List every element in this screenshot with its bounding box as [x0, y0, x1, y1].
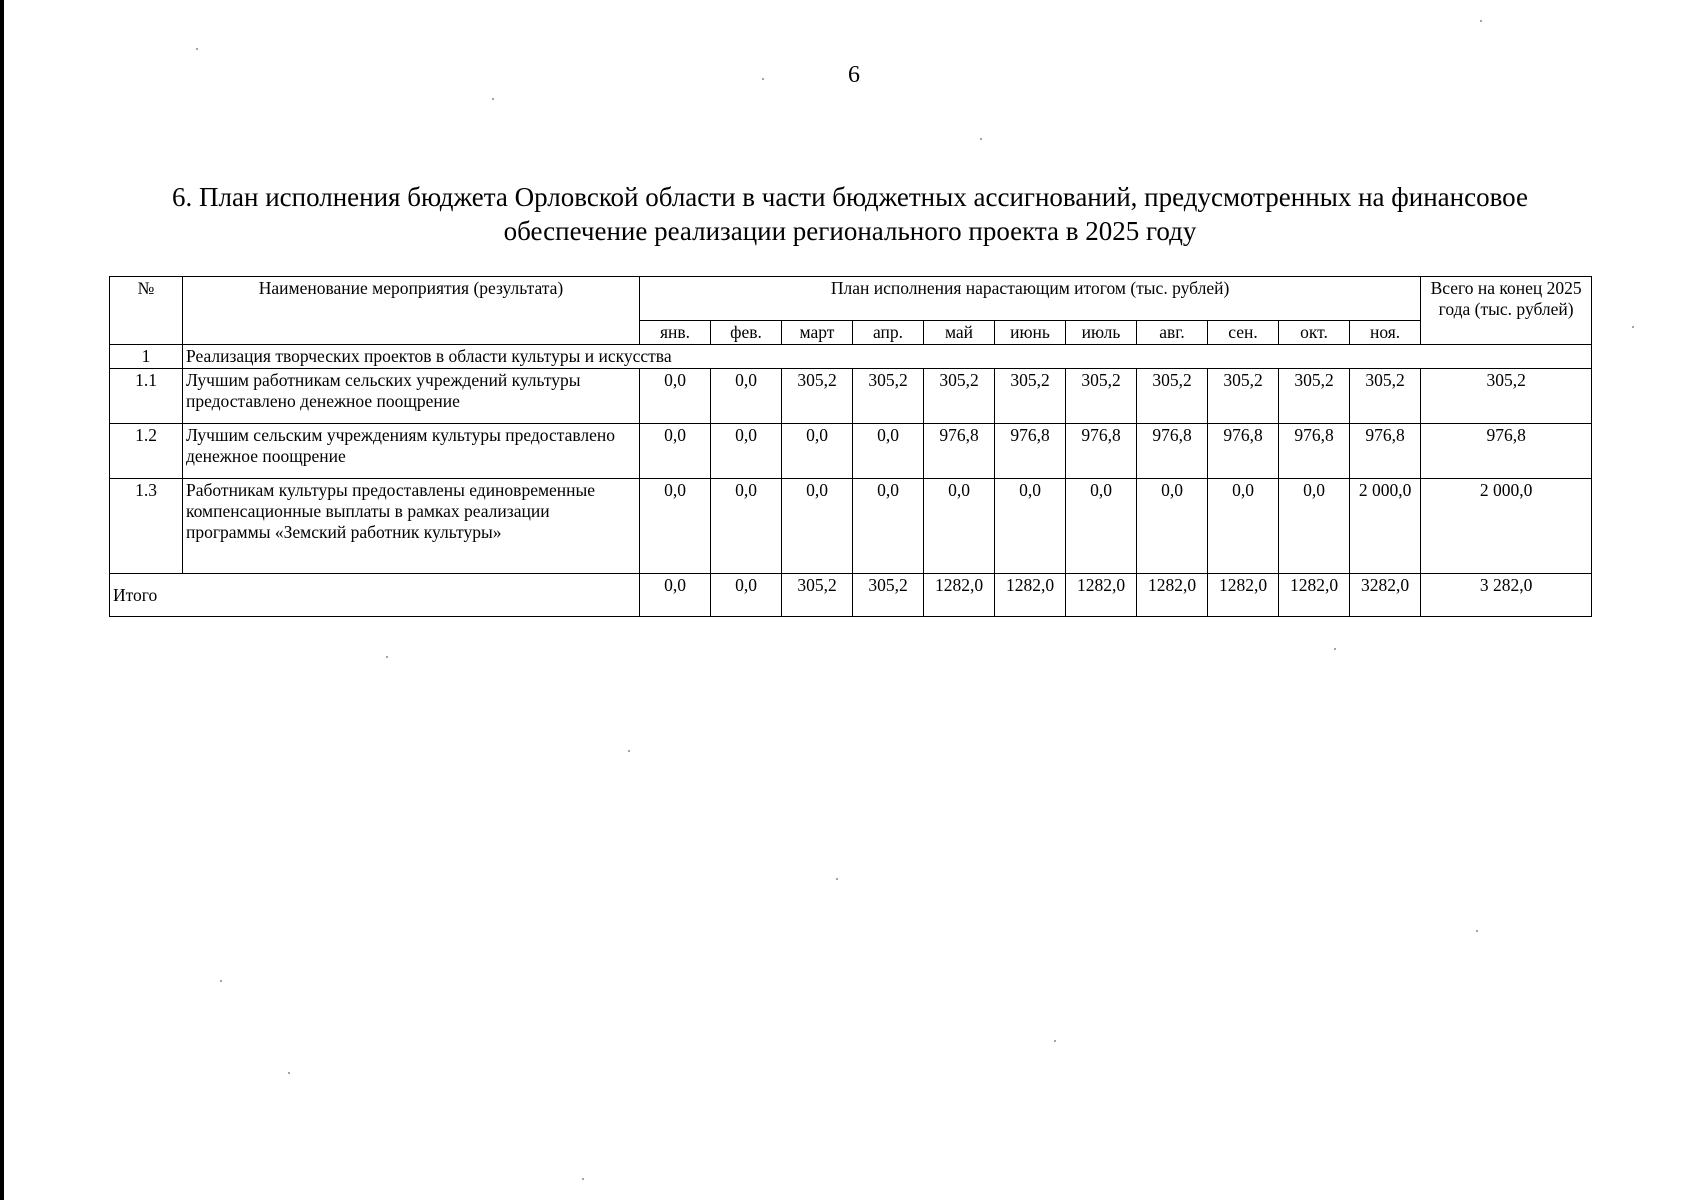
total-row — [110, 574, 1592, 617]
scan-speck — [582, 1178, 584, 1180]
row-value: 305,2 — [1137, 369, 1208, 424]
total-value: 0,0 — [711, 574, 782, 617]
row-value: 305,2 — [1208, 369, 1279, 424]
scan-speck — [1632, 326, 1634, 328]
row-value: 976,8 — [924, 424, 995, 479]
row-value: 0,0 — [711, 424, 782, 479]
row-value: 0,0 — [995, 479, 1066, 574]
row-value: 305,2 — [782, 369, 853, 424]
row-value: 0,0 — [640, 479, 711, 574]
row-value: 0,0 — [640, 369, 711, 424]
month-apr: апр. — [853, 321, 924, 345]
row-value: 0,0 — [1066, 479, 1137, 574]
total-value: 1282,0 — [1279, 574, 1350, 617]
month-jun: июнь — [995, 321, 1066, 345]
row-name: Работникам культуры предоставлены единовременные компенсационные выплаты в рамках реализации программы «Земский работник культуры» — [183, 479, 640, 574]
total-value: 3282,0 — [1350, 574, 1421, 617]
total-label: Итого — [110, 574, 640, 617]
total-value: 1282,0 — [1137, 574, 1208, 617]
header-num: № — [110, 277, 183, 345]
scan-speck — [288, 1072, 290, 1074]
table-row — [110, 424, 1592, 479]
page-number: 6 — [848, 62, 860, 88]
scan-speck — [492, 98, 494, 100]
row-value: 976,8 — [1208, 424, 1279, 479]
row-value: 976,8 — [1066, 424, 1137, 479]
row-value: 976,8 — [995, 424, 1066, 479]
row-name: Лучшим работникам сельских учреждений культуры предоставлено денежное поощрение — [183, 369, 640, 424]
header-name: Наименование мероприятия (результата) — [183, 277, 640, 345]
row-value: 0,0 — [782, 479, 853, 574]
section-row — [110, 345, 1592, 369]
scan-speck — [628, 750, 630, 752]
section-name: Реализация творческих проектов в области культуры и искусства — [183, 345, 1592, 369]
scan-speck — [386, 656, 388, 658]
scan-speck — [836, 878, 838, 880]
month-feb: фев. — [711, 321, 782, 345]
scan-speck — [220, 980, 222, 982]
title-line-1: 6. План исполнения бюджета Орловской области в части бюджетных ассигнований, предусмотренных на финансовое — [172, 182, 1528, 212]
row-value: 0,0 — [640, 424, 711, 479]
scan-speck — [980, 138, 982, 140]
section-num: 1 — [110, 345, 183, 369]
row-value: 0,0 — [1279, 479, 1350, 574]
month-nov: ноя. — [1350, 321, 1421, 345]
row-value: 0,0 — [853, 424, 924, 479]
header-row — [110, 277, 1592, 321]
row-value: 976,8 — [1350, 424, 1421, 479]
title-line-2: обеспечение реализации регионального проекта в 2025 году — [503, 216, 1197, 246]
row-value: 0,0 — [711, 369, 782, 424]
row-value: 305,2 — [1066, 369, 1137, 424]
row-num: 1.3 — [110, 479, 183, 574]
row-num: 1.2 — [110, 424, 183, 479]
row-value: 305,2 — [924, 369, 995, 424]
row-value: 305,2 — [995, 369, 1066, 424]
row-value: 2 000,0 — [1350, 479, 1421, 574]
month-oct: окт. — [1279, 321, 1350, 345]
row-name: Лучшим сельским учреждениям культуры предоставлено денежное поощрение — [183, 424, 640, 479]
row-value: 0,0 — [1208, 479, 1279, 574]
total-value: 1282,0 — [924, 574, 995, 617]
row-value: 305,2 — [853, 369, 924, 424]
scan-left-edge — [0, 0, 4, 1200]
month-may: май — [924, 321, 995, 345]
month-sep: сен. — [1208, 321, 1279, 345]
table-row — [110, 369, 1592, 424]
scan-speck — [1480, 20, 1482, 22]
row-value: 0,0 — [924, 479, 995, 574]
header-plan: План исполнения нарастающим итогом (тыс. рублей) — [640, 277, 1421, 321]
budget-plan-table — [109, 276, 1592, 617]
month-jan: янв. — [640, 321, 711, 345]
row-value: 0,0 — [711, 479, 782, 574]
table-row — [110, 479, 1592, 574]
row-total: 976,8 — [1421, 424, 1592, 479]
row-total: 2 000,0 — [1421, 479, 1592, 574]
month-mar: март — [782, 321, 853, 345]
month-jul: июль — [1066, 321, 1137, 345]
row-value: 305,2 — [1350, 369, 1421, 424]
total-value: 1282,0 — [1066, 574, 1137, 617]
grand-total: 3 282,0 — [1421, 574, 1592, 617]
row-value: 976,8 — [1279, 424, 1350, 479]
row-value: 976,8 — [1137, 424, 1208, 479]
total-value: 0,0 — [640, 574, 711, 617]
scan-speck — [1476, 930, 1478, 932]
document-title — [110, 180, 1590, 248]
total-value: 305,2 — [853, 574, 924, 617]
row-value: 305,2 — [1279, 369, 1350, 424]
total-value: 305,2 — [782, 574, 853, 617]
total-value: 1282,0 — [995, 574, 1066, 617]
scan-speck — [1334, 648, 1336, 650]
row-value: 0,0 — [853, 479, 924, 574]
row-num: 1.1 — [110, 369, 183, 424]
row-total: 305,2 — [1421, 369, 1592, 424]
scan-speck — [1054, 1040, 1056, 1042]
row-value: 0,0 — [782, 424, 853, 479]
header-total: Всего на конец 2025 года (тыс. рублей) — [1421, 277, 1592, 345]
total-value: 1282,0 — [1208, 574, 1279, 617]
month-aug: авг. — [1137, 321, 1208, 345]
scan-speck — [762, 78, 764, 80]
scan-speck — [196, 48, 198, 50]
row-value: 0,0 — [1137, 479, 1208, 574]
